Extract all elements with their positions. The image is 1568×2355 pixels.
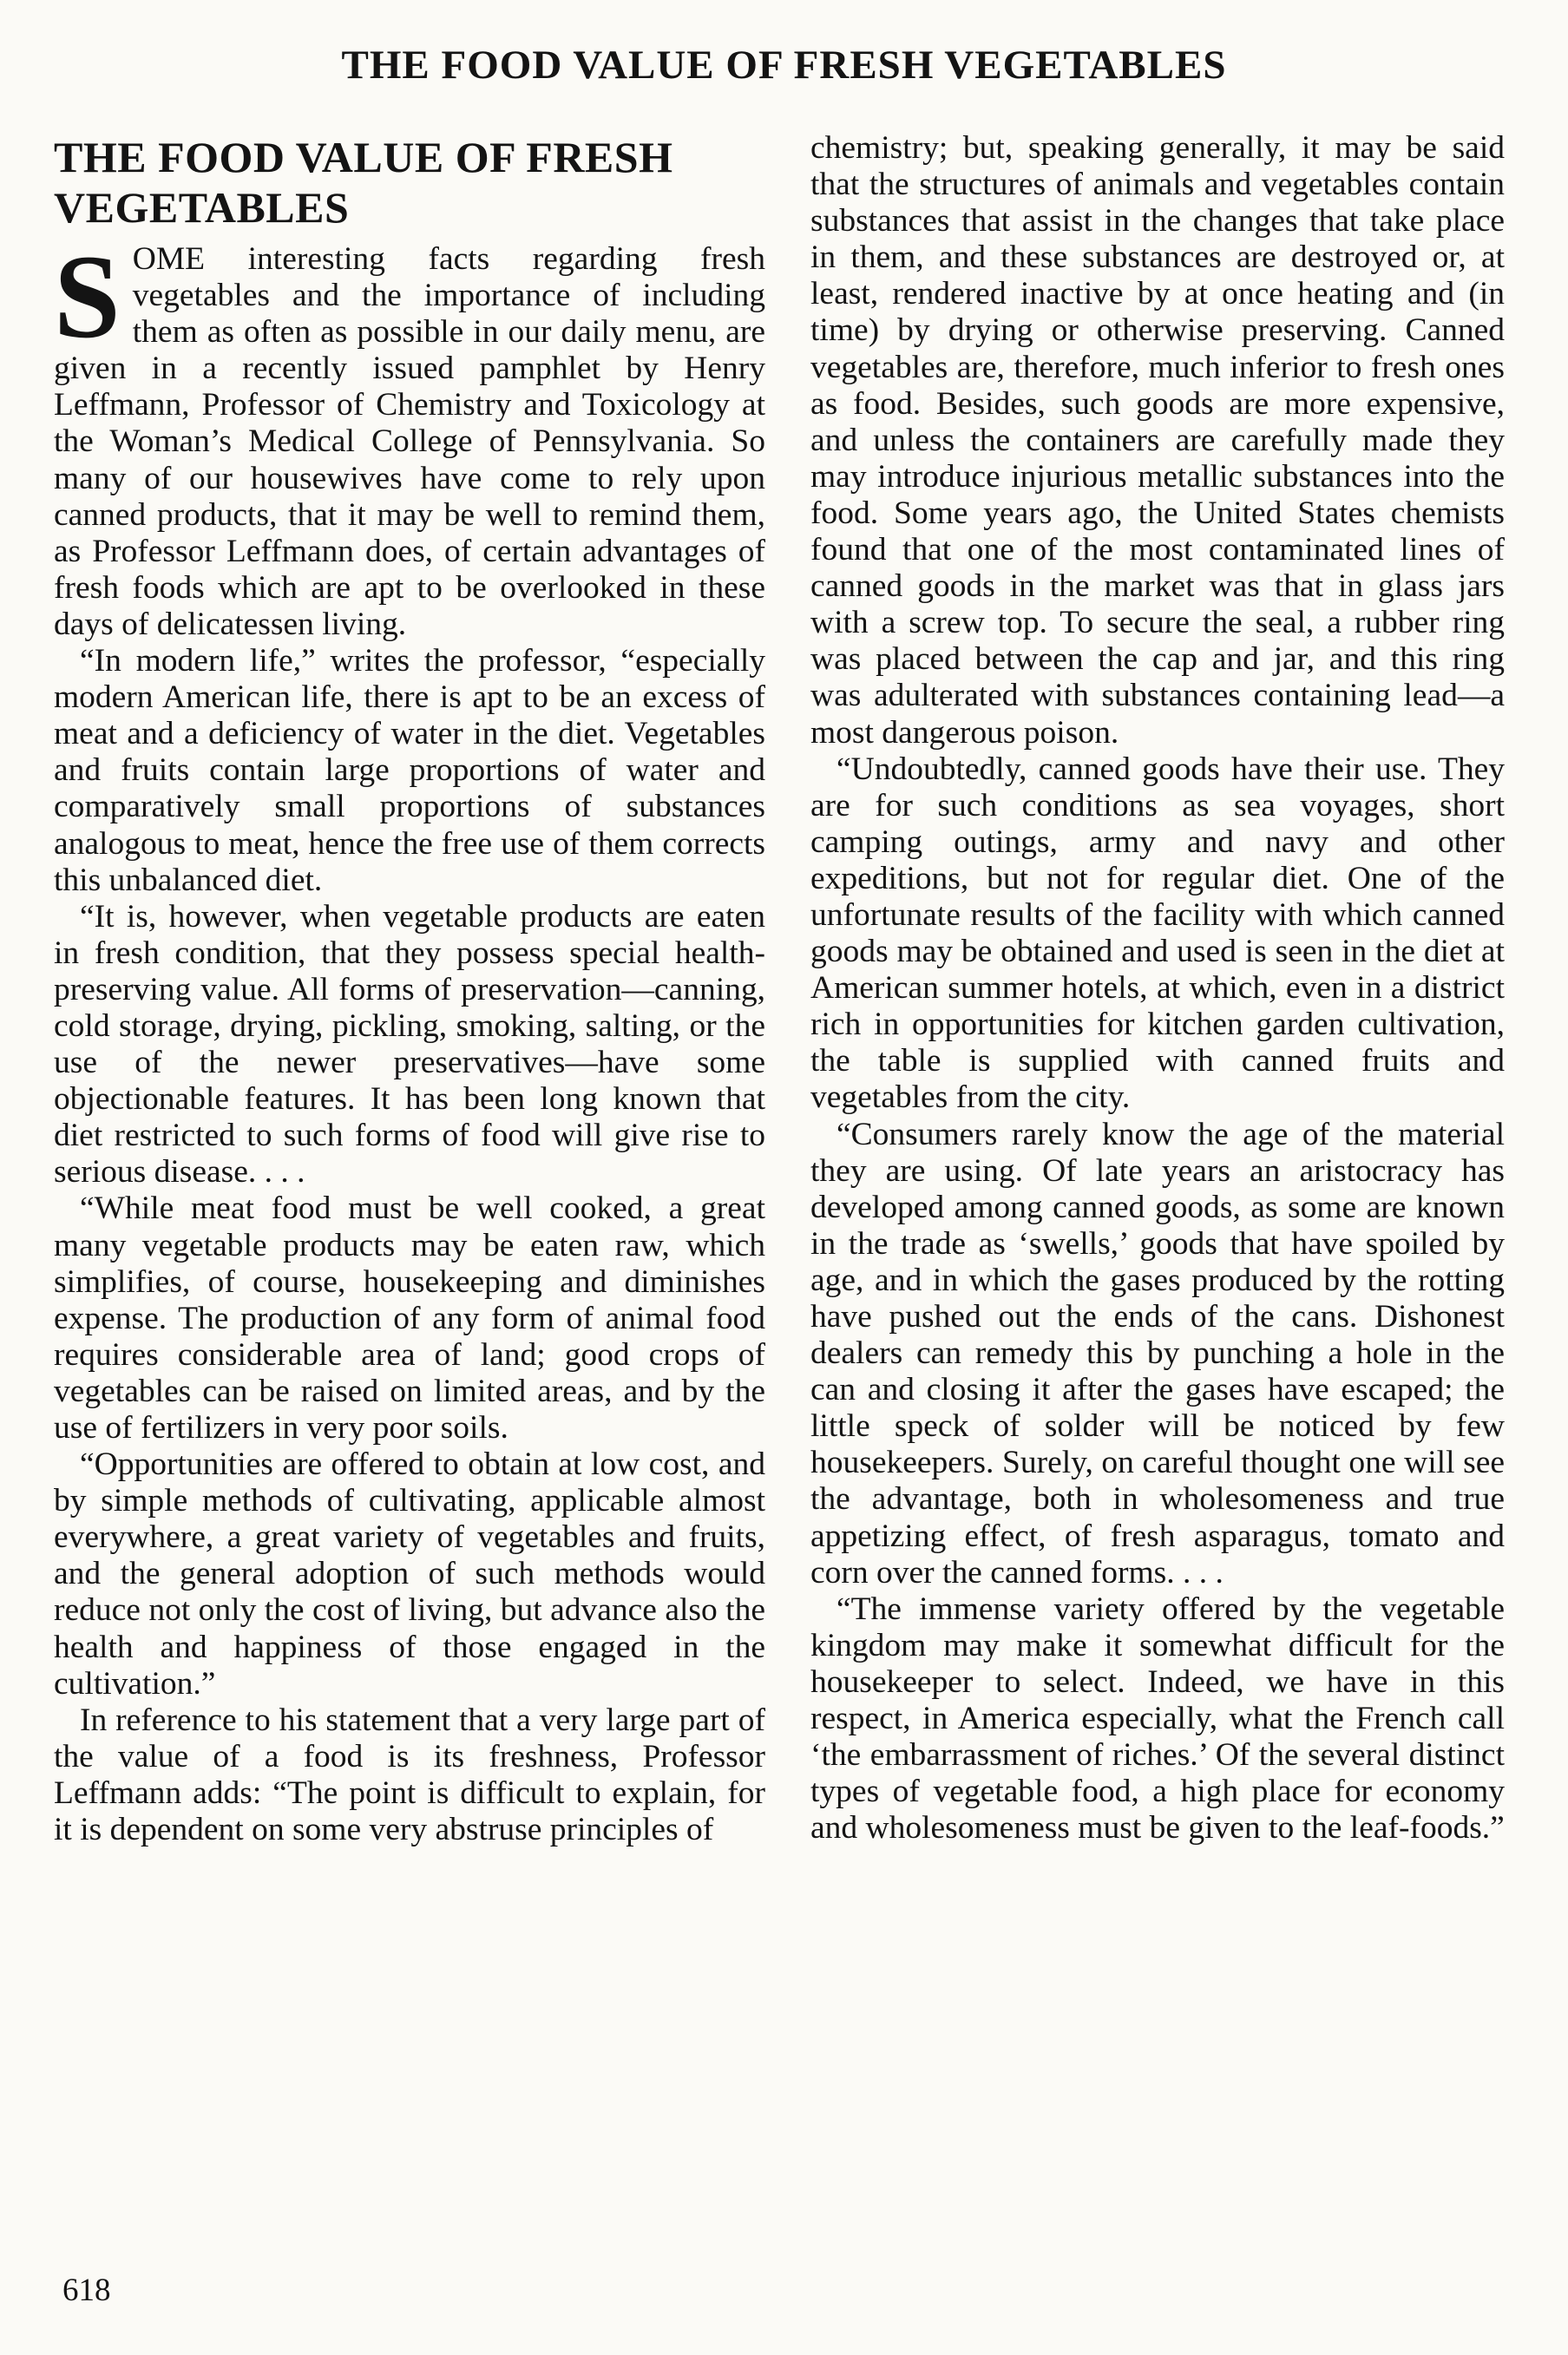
paragraph: “In modern life,” writes the professor, “especially modern American life, there is apt to be an excess of meat and a deficiency of water in the diet. Vegetables and fruits contain large proportions of water and comparatively small proportions of substances analogous to meat, hence the free use of them corrects this unbalanced diet.	[54, 643, 765, 898]
lead-paragraph	[54, 230, 765, 643]
article-title: THE FOOD VALUE OF FRESH VEGETABLES	[54, 133, 673, 232]
left-column	[54, 130, 765, 1848]
paragraph: “It is, however, when vegetable products are eaten in fresh condition, that they possess special health-preserving value. All forms of preservation—canning, cold storage, drying, pickling, smoking, salting, or the use of the newer preservatives—have some objectionable features. It has been long known that diet restricted to such forms of food will give rise to serious disease. . . .	[54, 898, 765, 1191]
right-column	[810, 130, 1505, 1847]
paragraph: In reference to his statement that a very large part of the value of a food is its freshness, Professor Leffmann adds: “The point is difficult to explain, for it is dependent on some very abstruse principles of	[54, 1702, 765, 1848]
drop-cap: S	[54, 230, 121, 363]
paragraph: “The immense variety offered by the vegetable kingdom may make it somewhat difficult for the housekeeper to select. Indeed, we have in this respect, in America especially, what the French call ‘the embarrassment of riches.’ Of the several distinct types of vegetable food, a high place for economy and wholesomeness must be given to the leaf-foods.”	[810, 1591, 1505, 1847]
paragraph-continued: chemistry; but, speaking generally, it may be said that the structures of animals and vegetables contain substances that assist in the changes that take place in them, and these substances are destroyed or, at least, rendered inactive by at once heating and (in time) by drying or otherwise preserving. Canned vegetables are, therefore, much inferior to fresh ones as food. Besides, such goods are more expensive, and unless the containers are carefully made they may introduce injurious metallic substances into the food. Some years ago, the United States chemists found that one of the most contaminated lines of canned goods in the market was that in glass jars with a screw top. To secure the seal, a rubber ring was placed between the cap and jar, and this ring was adulterated with substances containing lead—a most dangerous poison.	[810, 130, 1505, 751]
paragraph: “Opportunities are offered to obtain at low cost, and by simple methods of cultivating, applicable almost everywhere, a great variety of vegetables and fruits, and the general adoption of such methods would reduce not only the cost of living, but advance also the health and happiness of those engaged in the cultivation.”	[54, 1446, 765, 1702]
lead-paragraph-text: OME interesting facts regarding fresh vegetables and the importance of including them as often as possible in our daily menu, are given in a recently issued pamphlet by Henry Leffmann, Professor of Chemistry and Toxicology at the Woman’s Medical College of Pennsylvania. So many of our housewives have come to rely upon canned products, that it may be well to remind them, as Professor Leffmann does, of certain advantages of fresh foods which are apt to be overlooked in these days of delicatessen living.	[54, 241, 765, 642]
paragraph: “Consumers rarely know the age of the material they are using. Of late years an aristocracy has developed among canned goods, as some are known in the trade as ‘swells,’ goods that have spoiled by age, and in which the gases produced by the rotting have pushed out the ends of the cans. Dishonest dealers can remedy this by punching a hole in the can and closing it after the gases have escaped; the little speck of solder will be noticed by few housekeepers. Surely, on careful thought one will see the advantage, both in wholesomeness and true appetizing effect, of fresh asparagus, tomato and corn over the canned forms. . . .	[810, 1116, 1505, 1591]
paragraph: “Undoubtedly, canned goods have their use. They are for such conditions as sea voyages, short camping outings, army and navy and other expeditions, but not for regular diet. One of the unfortunate results of the facility with which canned goods may be obtained and used is seen in the diet at American summer hotels, at which, even in a district rich in opportunities for kitchen garden cultivation, the table is supplied with canned fruits and vegetables from the city.	[810, 751, 1505, 1116]
paragraph: “While meat food must be well cooked, a great many vegetable products may be eaten raw, which simplifies, of course, housekeeping and diminishes expense. The production of any form of animal food requires considerable area of land; good crops of vegetables can be raised on limited areas, and by the use of fertilizers in very poor soils.	[54, 1191, 765, 1446]
page-number: 618	[62, 2273, 111, 2308]
running-head: THE FOOD VALUE OF FRESH VEGETABLES	[341, 43, 1227, 88]
